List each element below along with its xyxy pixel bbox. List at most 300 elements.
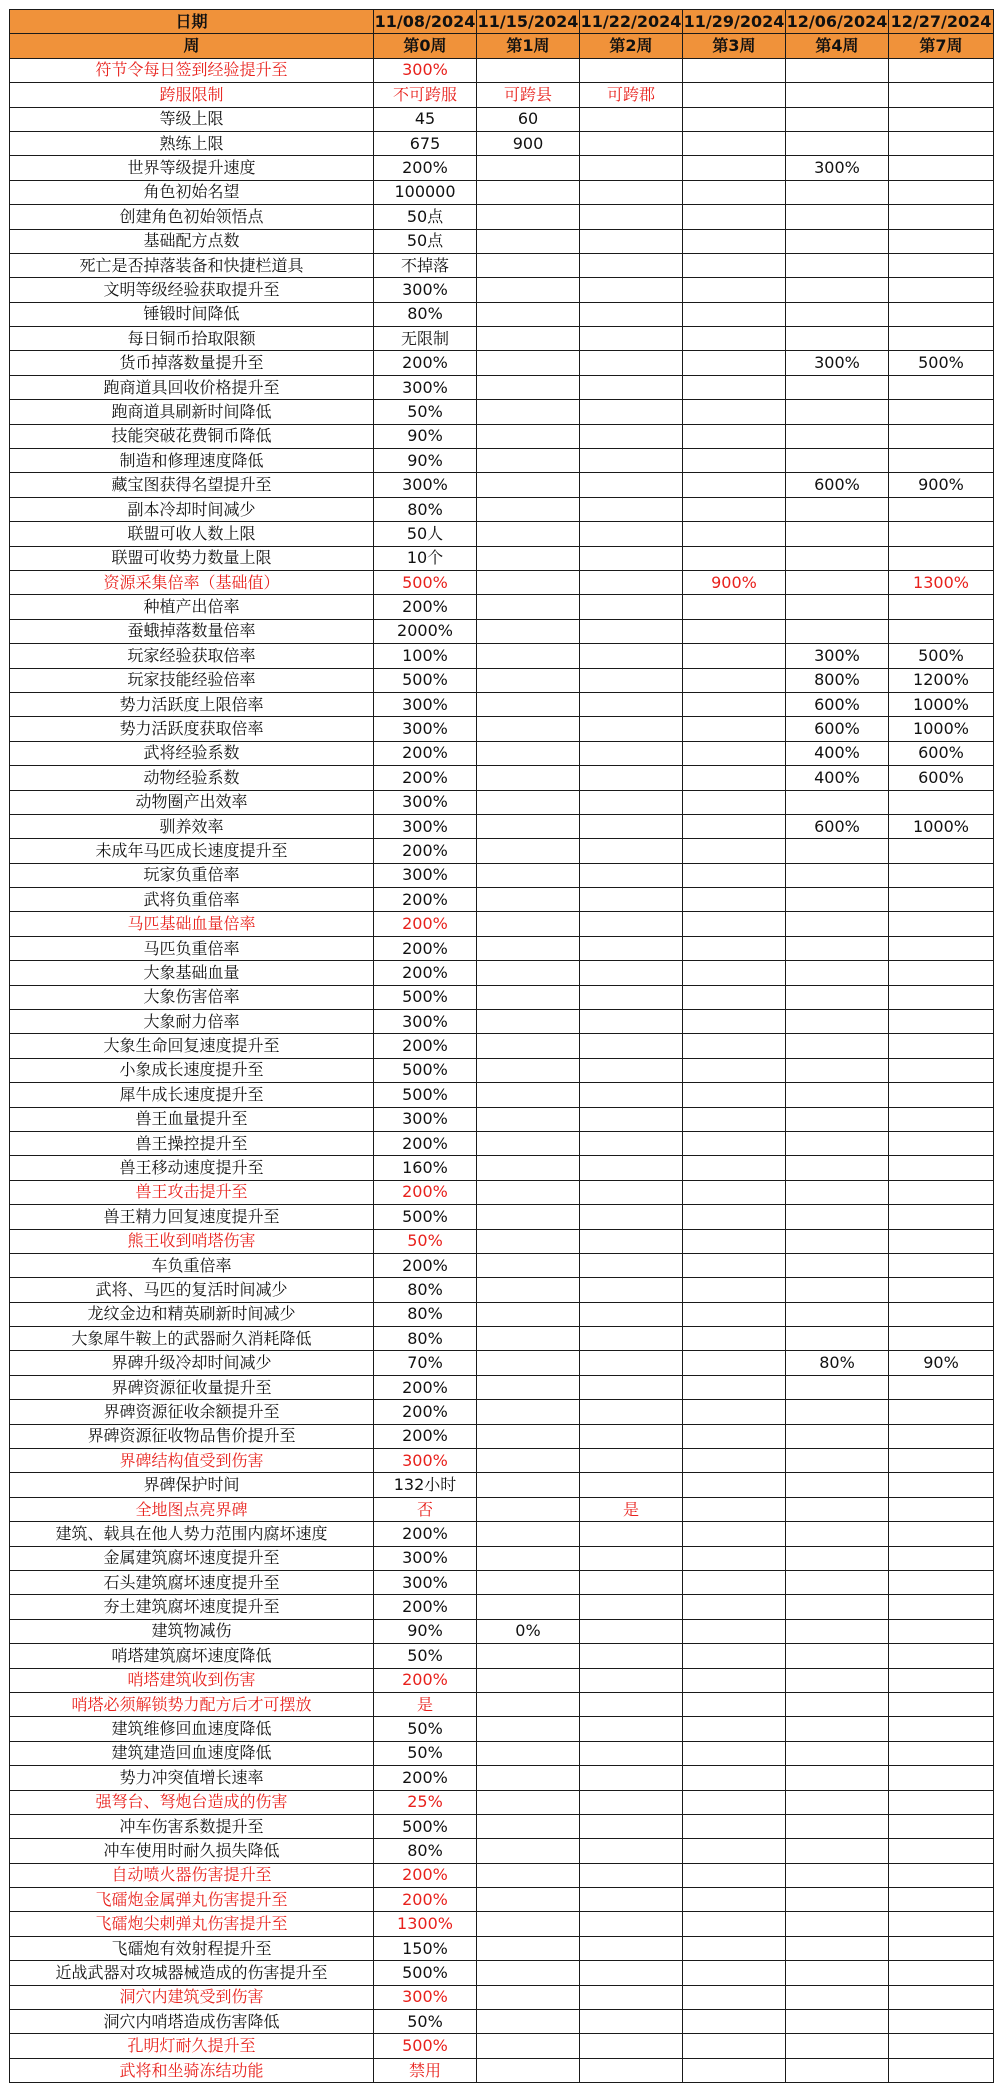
table-body xyxy=(10,58,994,2082)
value-cell: 是 xyxy=(580,1497,683,1521)
value-cell: 70% xyxy=(374,1351,477,1375)
value-cell xyxy=(889,1717,994,1741)
table-row xyxy=(10,1888,994,1912)
value-cell xyxy=(580,1302,683,1326)
value-cell: 不掉落 xyxy=(374,253,477,277)
value-cell xyxy=(580,1668,683,1692)
value-cell: 1200% xyxy=(889,668,994,692)
value-cell xyxy=(580,717,683,741)
value-cell: 80% xyxy=(786,1351,889,1375)
value-cell xyxy=(477,1717,580,1741)
value-cell xyxy=(889,1058,994,1082)
value-cell xyxy=(889,1302,994,1326)
value-cell xyxy=(580,619,683,643)
table-row xyxy=(10,1083,994,1107)
value-cell xyxy=(580,1375,683,1399)
value-cell: 300% xyxy=(374,1010,477,1034)
value-cell xyxy=(580,1473,683,1497)
table-row xyxy=(10,1790,994,1814)
value-cell: 500% xyxy=(374,1058,477,1082)
value-cell: 1000% xyxy=(889,814,994,838)
value-cell: 600% xyxy=(889,741,994,765)
value-cell xyxy=(580,302,683,326)
value-cell xyxy=(889,888,994,912)
value-cell xyxy=(786,595,889,619)
row-label: 兽王攻击提升至 xyxy=(10,1180,374,1204)
value-cell: 300% xyxy=(374,717,477,741)
header-row-week xyxy=(10,34,994,58)
value-cell xyxy=(683,1985,786,2009)
row-label: 武将和坐骑冻结功能 xyxy=(10,2058,374,2082)
row-label: 未成年马匹成长速度提升至 xyxy=(10,839,374,863)
value-cell xyxy=(786,619,889,643)
value-cell xyxy=(580,668,683,692)
value-cell xyxy=(889,1229,994,1253)
row-label: 兽王移动速度提升至 xyxy=(10,1156,374,1180)
value-cell xyxy=(477,2058,580,2082)
value-cell xyxy=(477,1888,580,1912)
header-cell: 第2周 xyxy=(580,34,683,58)
value-cell xyxy=(786,1961,889,1985)
value-cell xyxy=(786,1205,889,1229)
value-cell xyxy=(889,156,994,180)
value-cell xyxy=(580,595,683,619)
value-cell xyxy=(477,766,580,790)
value-cell xyxy=(786,1400,889,1424)
value-cell xyxy=(477,888,580,912)
value-cell xyxy=(477,692,580,716)
row-label: 犀牛成长速度提升至 xyxy=(10,1083,374,1107)
row-label: 熊王收到哨塔伤害 xyxy=(10,1229,374,1253)
value-cell xyxy=(580,156,683,180)
value-cell xyxy=(477,351,580,375)
table-row xyxy=(10,1644,994,1668)
table-row xyxy=(10,1327,994,1351)
value-cell xyxy=(786,375,889,399)
value-cell: 600% xyxy=(786,814,889,838)
value-cell xyxy=(477,1449,580,1473)
value-cell: 400% xyxy=(786,741,889,765)
row-label: 副本冷却时间减少 xyxy=(10,497,374,521)
value-cell xyxy=(786,327,889,351)
value-cell: 500% xyxy=(889,644,994,668)
table-row xyxy=(10,1205,994,1229)
row-label: 界碑资源征收量提升至 xyxy=(10,1375,374,1399)
value-cell: 禁用 xyxy=(374,2058,477,2082)
value-cell xyxy=(477,1595,580,1619)
table-row xyxy=(10,570,994,594)
table-row xyxy=(10,1131,994,1155)
value-cell xyxy=(580,351,683,375)
table-row xyxy=(10,1814,994,1838)
header-cell: 第4周 xyxy=(786,34,889,58)
row-label: 夯土建筑腐坏速度提升至 xyxy=(10,1595,374,1619)
value-cell xyxy=(580,1229,683,1253)
value-cell xyxy=(786,546,889,570)
value-cell xyxy=(477,302,580,326)
header-cell: 12/06/2024 xyxy=(786,10,889,34)
value-cell: 50点 xyxy=(374,205,477,229)
row-label: 强弩台、弩炮台造成的伤害 xyxy=(10,1790,374,1814)
value-cell xyxy=(477,327,580,351)
value-cell xyxy=(683,1375,786,1399)
value-cell: 600% xyxy=(889,766,994,790)
row-label: 石头建筑腐坏速度提升至 xyxy=(10,1571,374,1595)
header-cell: 第1周 xyxy=(477,34,580,58)
table-row xyxy=(10,1522,994,1546)
value-cell xyxy=(477,839,580,863)
value-cell xyxy=(683,1961,786,1985)
table-row xyxy=(10,1010,994,1034)
value-cell: 300% xyxy=(374,375,477,399)
row-label: 势力冲突值增长速率 xyxy=(10,1766,374,1790)
row-label: 马匹负重倍率 xyxy=(10,936,374,960)
value-cell xyxy=(683,839,786,863)
value-cell xyxy=(889,1497,994,1521)
value-cell xyxy=(889,1522,994,1546)
value-cell: 500% xyxy=(374,668,477,692)
row-label: 近战武器对攻城器械造成的伤害提升至 xyxy=(10,1961,374,1985)
value-cell xyxy=(889,2010,994,2034)
value-cell xyxy=(786,1302,889,1326)
value-cell xyxy=(683,1034,786,1058)
value-cell xyxy=(786,1839,889,1863)
table-row xyxy=(10,1961,994,1985)
value-cell xyxy=(786,1741,889,1765)
value-cell xyxy=(786,1034,889,1058)
header-cell: 第0周 xyxy=(374,34,477,58)
value-cell xyxy=(580,1083,683,1107)
value-cell xyxy=(477,1546,580,1570)
value-cell xyxy=(786,1058,889,1082)
row-label: 建筑建造回血速度降低 xyxy=(10,1741,374,1765)
row-label: 兽王精力回复速度提升至 xyxy=(10,1205,374,1229)
value-cell xyxy=(786,253,889,277)
value-cell xyxy=(683,1473,786,1497)
value-cell: 900% xyxy=(683,570,786,594)
value-cell: 300% xyxy=(374,790,477,814)
value-cell xyxy=(477,1766,580,1790)
value-cell xyxy=(580,473,683,497)
value-cell: 300% xyxy=(374,473,477,497)
row-label: 界碑资源征收物品售价提升至 xyxy=(10,1424,374,1448)
value-cell xyxy=(477,1790,580,1814)
settings-spreadsheet xyxy=(9,9,993,2083)
value-cell xyxy=(683,1156,786,1180)
row-label: 死亡是否掉落装备和快捷栏道具 xyxy=(10,253,374,277)
table-row xyxy=(10,205,994,229)
value-cell xyxy=(580,912,683,936)
value-cell xyxy=(580,1619,683,1643)
value-cell xyxy=(683,692,786,716)
value-cell: 50% xyxy=(374,1717,477,1741)
value-cell xyxy=(580,2010,683,2034)
value-cell xyxy=(580,961,683,985)
value-cell xyxy=(786,1766,889,1790)
value-cell xyxy=(580,2034,683,2058)
value-cell xyxy=(889,1278,994,1302)
value-cell xyxy=(889,205,994,229)
value-cell xyxy=(580,766,683,790)
value-cell xyxy=(889,790,994,814)
value-cell xyxy=(477,278,580,302)
row-label: 世界等级提升速度 xyxy=(10,156,374,180)
value-cell: 0% xyxy=(477,1619,580,1643)
value-cell xyxy=(580,1863,683,1887)
value-cell xyxy=(786,449,889,473)
value-cell xyxy=(889,985,994,1009)
value-cell xyxy=(683,131,786,155)
value-cell xyxy=(786,1522,889,1546)
value-cell xyxy=(477,1107,580,1131)
table-row xyxy=(10,1571,994,1595)
header-cell: 第3周 xyxy=(683,34,786,58)
value-cell xyxy=(683,1741,786,1765)
value-cell: 50% xyxy=(374,2010,477,2034)
value-cell xyxy=(477,473,580,497)
value-cell: 150% xyxy=(374,1936,477,1960)
row-label: 洞穴内哨塔造成伤害降低 xyxy=(10,2010,374,2034)
value-cell xyxy=(683,790,786,814)
value-cell xyxy=(889,1083,994,1107)
value-cell xyxy=(889,1790,994,1814)
value-cell xyxy=(580,1180,683,1204)
table-row xyxy=(10,2010,994,2034)
value-cell: 300% xyxy=(786,156,889,180)
row-label: 建筑、载具在他人势力范围内腐坏速度 xyxy=(10,1522,374,1546)
value-cell xyxy=(477,1522,580,1546)
value-cell xyxy=(786,1595,889,1619)
value-cell xyxy=(786,1449,889,1473)
value-cell: 132小时 xyxy=(374,1473,477,1497)
value-cell xyxy=(683,1644,786,1668)
row-label: 蚕蛾掉落数量倍率 xyxy=(10,619,374,643)
value-cell xyxy=(580,1253,683,1277)
value-cell xyxy=(889,1034,994,1058)
value-cell: 45 xyxy=(374,107,477,131)
table-row xyxy=(10,936,994,960)
row-label: 武将经验系数 xyxy=(10,741,374,765)
value-cell xyxy=(683,1449,786,1473)
value-cell xyxy=(477,936,580,960)
table-row xyxy=(10,839,994,863)
value-cell xyxy=(786,1229,889,1253)
value-cell xyxy=(580,278,683,302)
value-cell xyxy=(786,1497,889,1521)
value-cell: 90% xyxy=(374,424,477,448)
value-cell: 50% xyxy=(374,1644,477,1668)
row-label: 种植产出倍率 xyxy=(10,595,374,619)
value-cell xyxy=(683,1766,786,1790)
table-row xyxy=(10,766,994,790)
row-label: 基础配方点数 xyxy=(10,229,374,253)
value-cell xyxy=(477,2034,580,2058)
value-cell xyxy=(683,644,786,668)
value-cell xyxy=(477,424,580,448)
value-cell xyxy=(683,1351,786,1375)
value-cell xyxy=(580,2058,683,2082)
value-cell xyxy=(683,1253,786,1277)
value-cell xyxy=(580,1327,683,1351)
table-row xyxy=(10,1278,994,1302)
row-label: 货币掉落数量提升至 xyxy=(10,351,374,375)
value-cell xyxy=(889,912,994,936)
value-cell xyxy=(786,58,889,82)
value-cell xyxy=(580,1692,683,1716)
value-cell xyxy=(786,180,889,204)
row-label: 兽王血量提升至 xyxy=(10,1107,374,1131)
table-row xyxy=(10,668,994,692)
value-cell xyxy=(889,2034,994,2058)
value-cell: 2000% xyxy=(374,619,477,643)
value-cell xyxy=(786,1790,889,1814)
value-cell xyxy=(889,375,994,399)
value-cell xyxy=(580,1278,683,1302)
table-row xyxy=(10,1400,994,1424)
value-cell: 200% xyxy=(374,766,477,790)
value-cell xyxy=(786,790,889,814)
value-cell: 300% xyxy=(374,863,477,887)
value-cell: 600% xyxy=(786,473,889,497)
value-cell xyxy=(889,1692,994,1716)
table-row xyxy=(10,1229,994,1253)
row-label: 冲车伤害系数提升至 xyxy=(10,1814,374,1838)
table-row xyxy=(10,863,994,887)
value-cell xyxy=(683,205,786,229)
value-cell xyxy=(477,741,580,765)
row-label: 跑商道具回收价格提升至 xyxy=(10,375,374,399)
row-label: 哨塔建筑腐坏速度降低 xyxy=(10,1644,374,1668)
value-cell xyxy=(477,1302,580,1326)
value-cell xyxy=(683,400,786,424)
value-cell xyxy=(580,570,683,594)
value-cell xyxy=(683,2058,786,2082)
value-cell xyxy=(580,449,683,473)
value-cell: 800% xyxy=(786,668,889,692)
value-cell xyxy=(580,107,683,131)
row-label: 武将、马匹的复活时间减少 xyxy=(10,1278,374,1302)
value-cell xyxy=(683,1546,786,1570)
value-cell xyxy=(683,2010,786,2034)
value-cell: 200% xyxy=(374,936,477,960)
row-label: 武将负重倍率 xyxy=(10,888,374,912)
table-row xyxy=(10,1302,994,1326)
value-cell xyxy=(889,1327,994,1351)
value-cell xyxy=(477,156,580,180)
value-cell xyxy=(683,1180,786,1204)
value-cell: 60 xyxy=(477,107,580,131)
value-cell xyxy=(889,1131,994,1155)
value-cell xyxy=(889,1571,994,1595)
table-row xyxy=(10,1351,994,1375)
value-cell xyxy=(683,912,786,936)
row-label: 孔明灯耐久提升至 xyxy=(10,2034,374,2058)
value-cell xyxy=(580,327,683,351)
value-cell xyxy=(889,1156,994,1180)
value-cell xyxy=(683,1522,786,1546)
value-cell: 900 xyxy=(477,131,580,155)
value-cell: 1300% xyxy=(889,570,994,594)
value-cell xyxy=(786,424,889,448)
table-row xyxy=(10,1107,994,1131)
table-row xyxy=(10,58,994,82)
value-cell xyxy=(683,1083,786,1107)
value-cell xyxy=(477,717,580,741)
value-cell xyxy=(683,1839,786,1863)
value-cell xyxy=(889,961,994,985)
table-row xyxy=(10,497,994,521)
value-cell xyxy=(580,1351,683,1375)
value-cell xyxy=(683,1717,786,1741)
value-cell: 50% xyxy=(374,1741,477,1765)
table-row xyxy=(10,1497,994,1521)
value-cell xyxy=(477,497,580,521)
value-cell: 500% xyxy=(374,1083,477,1107)
value-cell xyxy=(683,1327,786,1351)
value-cell: 300% xyxy=(374,1571,477,1595)
value-cell xyxy=(477,1814,580,1838)
value-cell xyxy=(889,1668,994,1692)
value-cell xyxy=(477,1058,580,1082)
table-row xyxy=(10,1863,994,1887)
value-cell xyxy=(889,2058,994,2082)
value-cell xyxy=(580,58,683,82)
value-cell xyxy=(889,1107,994,1131)
value-cell xyxy=(889,1985,994,2009)
value-cell: 300% xyxy=(374,1449,477,1473)
value-cell xyxy=(580,1839,683,1863)
row-label: 车负重倍率 xyxy=(10,1253,374,1277)
row-label: 驯养效率 xyxy=(10,814,374,838)
value-cell xyxy=(683,522,786,546)
value-cell xyxy=(786,961,889,985)
value-cell xyxy=(580,790,683,814)
value-cell xyxy=(889,302,994,326)
row-label: 跑商道具刷新时间降低 xyxy=(10,400,374,424)
value-cell xyxy=(786,1375,889,1399)
value-cell xyxy=(889,278,994,302)
table-row xyxy=(10,375,994,399)
value-cell xyxy=(786,1278,889,1302)
table-row xyxy=(10,1741,994,1765)
value-cell: 300% xyxy=(786,644,889,668)
table-row xyxy=(10,424,994,448)
value-cell: 可跨郡 xyxy=(580,83,683,107)
value-cell xyxy=(580,1058,683,1082)
table-row xyxy=(10,2034,994,2058)
row-label: 大象犀牛鞍上的武器耐久消耗降低 xyxy=(10,1327,374,1351)
table-row xyxy=(10,985,994,1009)
value-cell xyxy=(683,107,786,131)
value-cell: 300% xyxy=(374,58,477,82)
value-cell xyxy=(580,375,683,399)
value-cell xyxy=(580,1546,683,1570)
value-cell xyxy=(477,1692,580,1716)
table-row xyxy=(10,888,994,912)
value-cell xyxy=(889,1936,994,1960)
row-label: 小象成长速度提升至 xyxy=(10,1058,374,1082)
value-cell xyxy=(580,814,683,838)
value-cell xyxy=(889,497,994,521)
value-cell: 600% xyxy=(786,717,889,741)
table-row xyxy=(10,644,994,668)
value-cell xyxy=(477,1424,580,1448)
value-cell xyxy=(580,741,683,765)
value-cell xyxy=(889,83,994,107)
value-cell xyxy=(683,814,786,838)
value-cell xyxy=(889,1205,994,1229)
value-cell: 50点 xyxy=(374,229,477,253)
